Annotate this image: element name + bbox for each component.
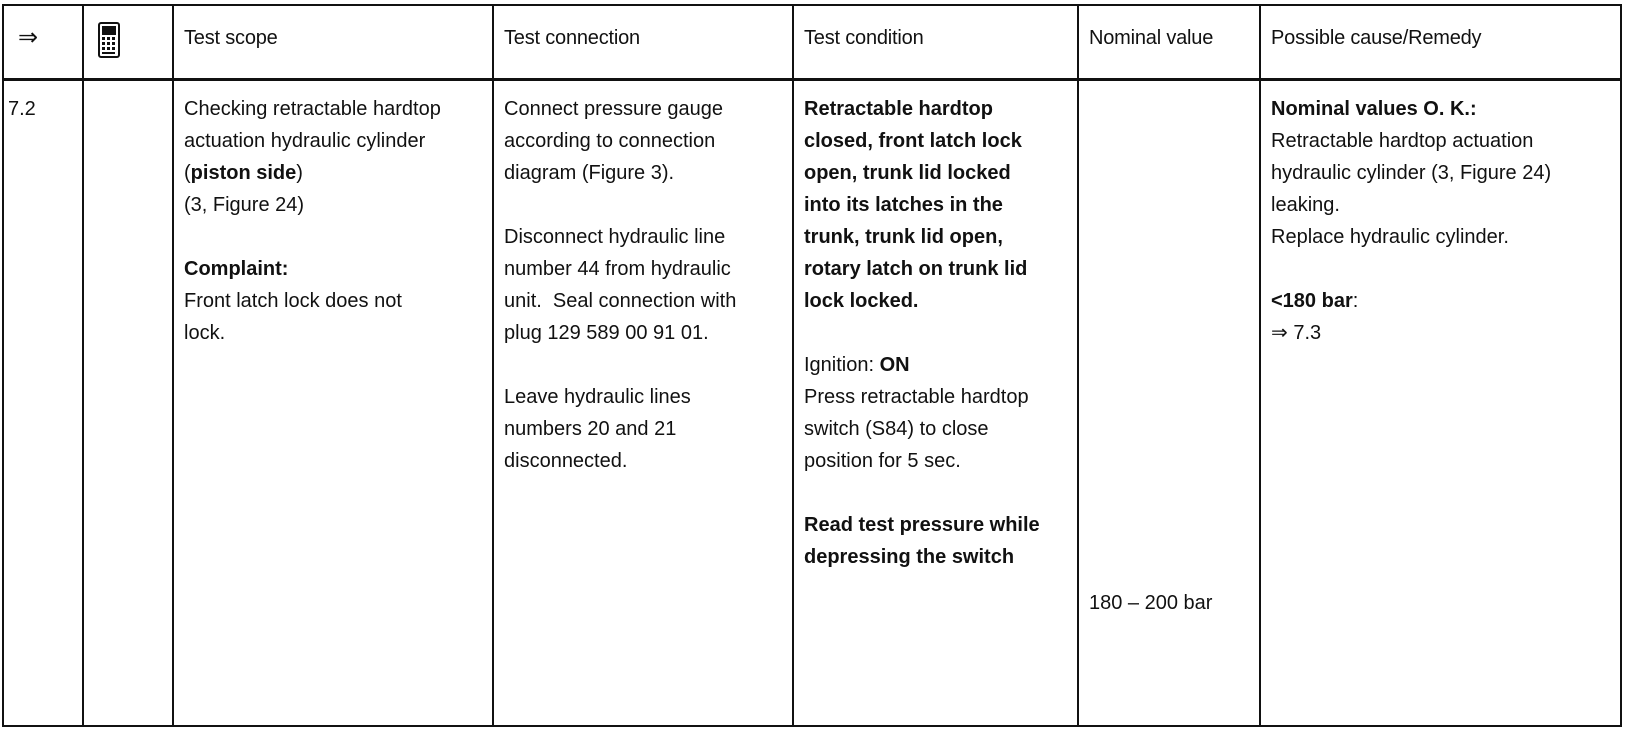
header-possible-cause: Possible cause/Remedy bbox=[1260, 5, 1621, 79]
connection-line: Connect pressure gauge bbox=[504, 97, 724, 120]
condition-line: Read test pressure while bbox=[804, 513, 1040, 536]
table-header bbox=[3, 5, 1621, 79]
scope-line bbox=[184, 157, 482, 189]
condition-line: trunk, trunk lid open, bbox=[804, 225, 1003, 248]
scope-line: (3, Figure 24) bbox=[184, 193, 305, 216]
header-test-condition: Test condition bbox=[793, 5, 1078, 79]
connection-line: number 44 from hydraulic bbox=[504, 257, 731, 280]
complaint-line: lock. bbox=[184, 321, 226, 344]
low-pressure-label: <180 bar bbox=[1271, 289, 1353, 312]
condition-line: lock locked. bbox=[804, 289, 919, 312]
condition-line: into its latches in the bbox=[804, 193, 1003, 216]
connection-line: disconnected. bbox=[504, 449, 628, 472]
spacer bbox=[504, 189, 782, 221]
low-pressure-line bbox=[1271, 285, 1610, 317]
complaint-label: Complaint: bbox=[184, 257, 289, 280]
test-table bbox=[2, 4, 1622, 727]
condition-line: rotary latch on trunk lid bbox=[804, 257, 1028, 280]
ok-label: Nominal values O. K.: bbox=[1271, 97, 1477, 120]
header-tool-cell bbox=[83, 5, 173, 79]
scope-line: actuation hydraulic cylinder bbox=[184, 129, 426, 152]
spacer bbox=[804, 477, 1067, 509]
connection-line: diagram (Figure 3). bbox=[504, 161, 675, 184]
condition-line: Press retractable hardtop bbox=[804, 385, 1029, 408]
cause-line: Retractable hardtop actuation bbox=[1271, 129, 1534, 152]
connection-line: plug 129 589 00 91 01. bbox=[504, 321, 709, 344]
piston-side-text: piston side bbox=[190, 161, 297, 184]
arrow-icon: ⇒ bbox=[18, 24, 38, 51]
ignition-line bbox=[804, 349, 1067, 381]
header-test-scope: Test scope bbox=[173, 5, 493, 79]
spacer bbox=[804, 317, 1067, 349]
header-row bbox=[3, 5, 1621, 79]
paren-close: ) bbox=[296, 161, 303, 184]
spacer bbox=[504, 349, 782, 381]
tester-device-icon bbox=[98, 22, 120, 58]
connection-line: numbers 20 and 21 bbox=[504, 417, 677, 440]
connection-line: unit. Seal connection with bbox=[504, 289, 737, 312]
spacer bbox=[184, 221, 482, 253]
header-test-connection: Test connection bbox=[493, 5, 793, 79]
condition-cell bbox=[793, 79, 1078, 726]
scope-line: Checking retractable hardtop bbox=[184, 97, 441, 120]
cause-cell bbox=[1260, 79, 1621, 726]
table-row bbox=[3, 79, 1621, 726]
nominal-cell bbox=[1078, 79, 1260, 726]
nominal-value: 180 – 200 bar bbox=[1089, 591, 1213, 614]
condition-line: open, trunk lid locked bbox=[804, 161, 1011, 184]
condition-line: Retractable hardtop bbox=[804, 97, 993, 120]
spacer bbox=[1271, 253, 1610, 285]
cause-line: leaking. bbox=[1271, 193, 1340, 216]
condition-line: depressing the switch bbox=[804, 545, 1015, 568]
step-number: 7.2 bbox=[8, 97, 36, 120]
header-nominal-value: Nominal value bbox=[1078, 5, 1260, 79]
connection-line: Disconnect hydraulic line bbox=[504, 225, 726, 248]
condition-line: closed, front latch lock bbox=[804, 129, 1022, 152]
low-pressure-colon: : bbox=[1352, 289, 1359, 312]
low-pressure-ref: ⇒ 7.3 bbox=[1271, 321, 1322, 344]
complaint-line: Front latch lock does not bbox=[184, 289, 402, 312]
scope-cell bbox=[173, 79, 493, 726]
connection-line: Leave hydraulic lines bbox=[504, 385, 691, 408]
tool-cell bbox=[83, 79, 173, 726]
step-cell bbox=[3, 79, 83, 726]
cause-line: Replace hydraulic cylinder. bbox=[1271, 225, 1509, 248]
ignition-label: Ignition: bbox=[804, 353, 880, 376]
condition-line: position for 5 sec. bbox=[804, 449, 961, 472]
condition-line: switch (S84) to close bbox=[804, 417, 989, 440]
header-arrow-cell bbox=[3, 5, 83, 79]
paren-open: ( bbox=[184, 161, 191, 184]
ignition-value: ON bbox=[879, 353, 910, 376]
connection-line: according to connection bbox=[504, 129, 716, 152]
cause-line: hydraulic cylinder (3, Figure 24) bbox=[1271, 161, 1552, 184]
connection-cell bbox=[493, 79, 793, 726]
